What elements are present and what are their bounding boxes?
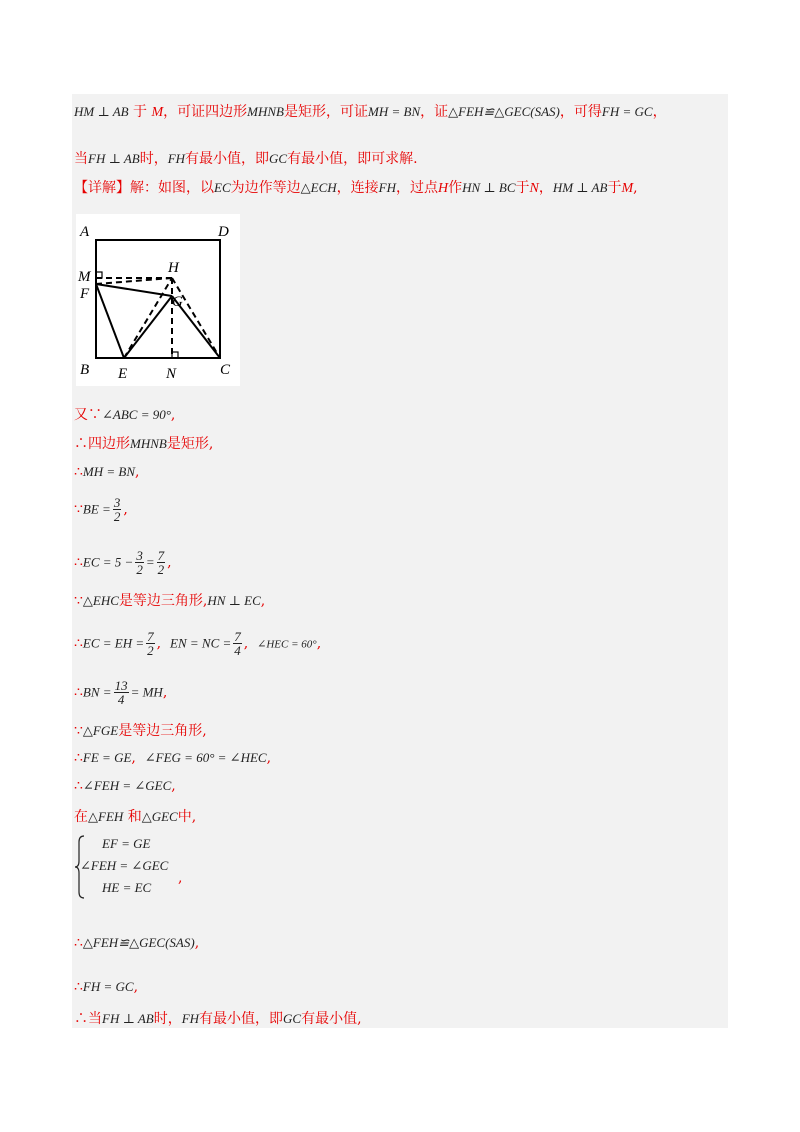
fraction: $\frac{7}{2}$ <box>157 548 165 577</box>
step-1: 又∵∠ABC = 90°, <box>74 407 176 423</box>
segment-fe <box>96 284 124 358</box>
detail-heading: 【详解】 <box>74 180 130 196</box>
label-n: N <box>166 366 177 382</box>
label-c: C <box>220 362 231 378</box>
step-13: ∴△FEH≌△GEC(SAS), <box>74 935 200 951</box>
step-10: ∴FE = GE, ∠FEG = 60° = ∠HEC, <box>74 750 272 766</box>
step-2: ∴四边形MHNB是矩形, <box>74 436 214 452</box>
math-hm-perp-ab: HM ⊥ AB <box>74 104 129 119</box>
step-11: ∴∠FEH = ∠GEC, <box>74 778 176 794</box>
step-8: ∴BN = $\frac{13}{4}$ = MH, <box>74 678 168 707</box>
label-a: A <box>80 224 90 240</box>
text-line-3: 【详解】解：如图，以EC为边作等边△ECH，连接FH，过点H作HN ⊥ BC于N，HM ⊥ AB于M, <box>74 180 638 196</box>
geometry-figure <box>76 214 240 386</box>
square-abcd <box>96 240 220 358</box>
figure-svg <box>76 214 240 386</box>
fraction: $\frac{7}{2}$ <box>147 629 154 658</box>
step-14: ∴FH = GC, <box>74 979 139 995</box>
step-7: ∴EC = EH = $\frac{7}{2}$ , EN = NC = $\frac{7}{4}$ , ∠HEC = 60°, <box>74 629 322 658</box>
label-g: G <box>172 294 183 310</box>
step-9: ∵△FGE是等边三角形, <box>74 723 207 739</box>
system-eq-2: ∠FEH = ∠GEC <box>80 858 169 873</box>
step-3: ∴MH = BN, <box>74 464 140 480</box>
label-h: H <box>168 260 179 276</box>
step-15: ∴当FH ⊥ AB时，FH有最小值，即GC有最小值, <box>74 1011 362 1027</box>
label-f: F <box>80 286 90 302</box>
step-5: ∴EC = 5 − $\frac{3}{2}$ = $\frac{7}{2}$ , <box>74 548 172 577</box>
label-b: B <box>80 362 90 378</box>
label-d: D <box>218 224 229 240</box>
segment-eg <box>124 296 172 358</box>
step-4: ∵BE = $\frac{3}{2}$ , <box>74 495 128 524</box>
label-e: E <box>118 366 128 382</box>
segment-fg <box>96 284 172 296</box>
fraction: $\frac{13}{4}$ <box>114 678 128 707</box>
text-line-1: HM ⊥ AB 于 M，可证四边形MHNB是矩形，可证MH = BN，证△FEH≌△GEC(SAS)，可得FH = GC， <box>74 104 667 120</box>
label-m: M <box>78 269 91 285</box>
step-6: ∵△EHC是等边三角形,HN ⊥ EC, <box>74 593 266 609</box>
fraction: $\frac{3}{2}$ <box>136 548 143 577</box>
fraction: $\frac{3}{2}$ <box>113 495 121 524</box>
text-line-2: 当FH ⊥ AB时，FH有最小值，即GC有最小值，即可求解. <box>74 151 418 167</box>
fraction: $\frac{7}{4}$ <box>234 629 241 658</box>
equation-system: EF = GE ∠FEH = ∠GEC HE = EC , <box>74 834 214 900</box>
system-eq-3: HE = EC <box>102 880 152 895</box>
system-eq-1: EF = GE <box>102 836 151 851</box>
segment-hc <box>172 278 220 358</box>
step-12: 在△FEH 和△GEC中, <box>74 809 197 825</box>
